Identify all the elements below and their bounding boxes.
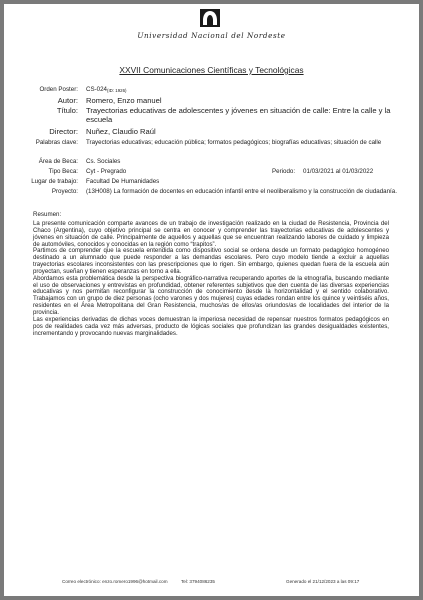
abstract-paragraph: Abordamos esta problemática desde la perspectiva biográfico-narrativa recuperando aportes de la etnografía, buscando mediante el uso de observaciones y entrevistas en profundidad, obtener referentes subjetivos que den cuenta de las diversas experiencias educativas y nos permitan reconfigurar la construcción de conocimiento desde la horizontalidad y el sentido colaborativo. Trabajamos con un grupo de diez personas (ocho varones y dos mujeres) cuyas edades rondan entre los quince y veintiséis años, residentes en el Área Metropolitana del Gran Resistencia, muchos/as de ellos/as oriundos/as de localidades del interior de la provincia. xyxy=(33,274,389,316)
autor-label: Autor: xyxy=(57,96,78,105)
abstract-body xyxy=(33,221,389,337)
autor-value: Romero, Enzo manuel xyxy=(86,96,162,105)
abstract-paragraph: Partimos de comprender que la escuela entendida como dispositivo social se ordena desde un formato pedagógico homogéneo destinado a un alumnado que puede responder a las demandas escolares. Pero cuyo modelo tiende a excluir a aquellas trayectorias escolares inconsistentes con las prescripciones que lo rigen. Sin embargo, quienes quedan fuera de la escuela aún proyectan, sueñan y tienen esperanzas en torno a ella. xyxy=(33,247,389,275)
abstract-paragraph: Las experiencias derivadas de dichas voces demuestran la imperiosa necesidad de repensar nuestros formatos pedagógicos en pos de realidades cada vez más adversas, producto de lógicas sociales que profundizan las grandes desigualdades existentes, incrementando y provocando nuevas marginalidades. xyxy=(33,315,389,337)
director-value: Nuñez, Claudio Raúl xyxy=(86,127,156,136)
orden-poster-label: Orden Poster: xyxy=(39,86,78,93)
lugar-trabajo-value: Facultad De Humanidades xyxy=(86,178,160,185)
footer-email: Correo electrónico: enzo.romero1996@hotmail.com xyxy=(62,579,168,584)
event-title: XXVII Comunicaciones Científicas y Tecnológicas xyxy=(119,65,304,75)
proyecto-value: (13H008) La formación de docentes en educación infantil entre el neoliberalismo y la construcción de ciudadanía. xyxy=(86,188,397,195)
tipo-beca-label: Tipo Beca: xyxy=(48,168,78,175)
abstract-paragraph: La presente comunicación comparte avances de un trabajo de investigación realizado en la ciudad de Resistencia, Provincia del Chaco (Argentina), cuyo objetivo principal se centra en conocer y comprender las trayectorias educativas de adolescentes y jóvenes en situación de calle. Principalmente de aquellos y aquellas que se encuentran realizando labores de cuidado y limpieza de automóviles, conocidos y conocidas en la región como “trapitos”. xyxy=(33,220,389,248)
palabras-clave-value: Trayectorias educativas; educación pública; formatos pedagógicos; biografías educativas; situación de calle xyxy=(86,139,382,146)
area-beca-label: Área de Beca: xyxy=(38,158,78,165)
area-beca-value: Cs. Sociales xyxy=(86,158,121,165)
tipo-beca-value: Cyt - Pregrado xyxy=(86,168,127,175)
titulo-label: Título: xyxy=(56,106,78,115)
periodo-label: Periodo: xyxy=(272,168,296,175)
resumen-label: Resumen: xyxy=(33,211,62,218)
director-label: Director: xyxy=(49,127,78,136)
periodo-value: 01/03/2021 al 01/03/2022 xyxy=(303,168,374,175)
university-logo xyxy=(199,8,221,28)
footer-generated: Generado el 21/12/2023 a las 09:17 xyxy=(286,579,360,584)
titulo-line-2: escuela xyxy=(86,115,113,125)
university-name: Universidad Nacional del Nordeste xyxy=(137,31,286,40)
footer-phone: Tel: 3794086235 xyxy=(181,579,215,584)
record-id: (ID: 1926) xyxy=(107,88,127,93)
titulo-line-1: Trayectorias educativas de adolescentes y jóvenes en situación de calle: Entre la calle y la xyxy=(86,106,391,115)
palabras-clave-label: Palabras clave: xyxy=(35,139,78,146)
lugar-trabajo-label: Lugar de trabajo: xyxy=(31,178,78,185)
orden-poster-value: CS-024 xyxy=(86,86,107,93)
proyecto-label: Proyecto: xyxy=(51,188,78,195)
